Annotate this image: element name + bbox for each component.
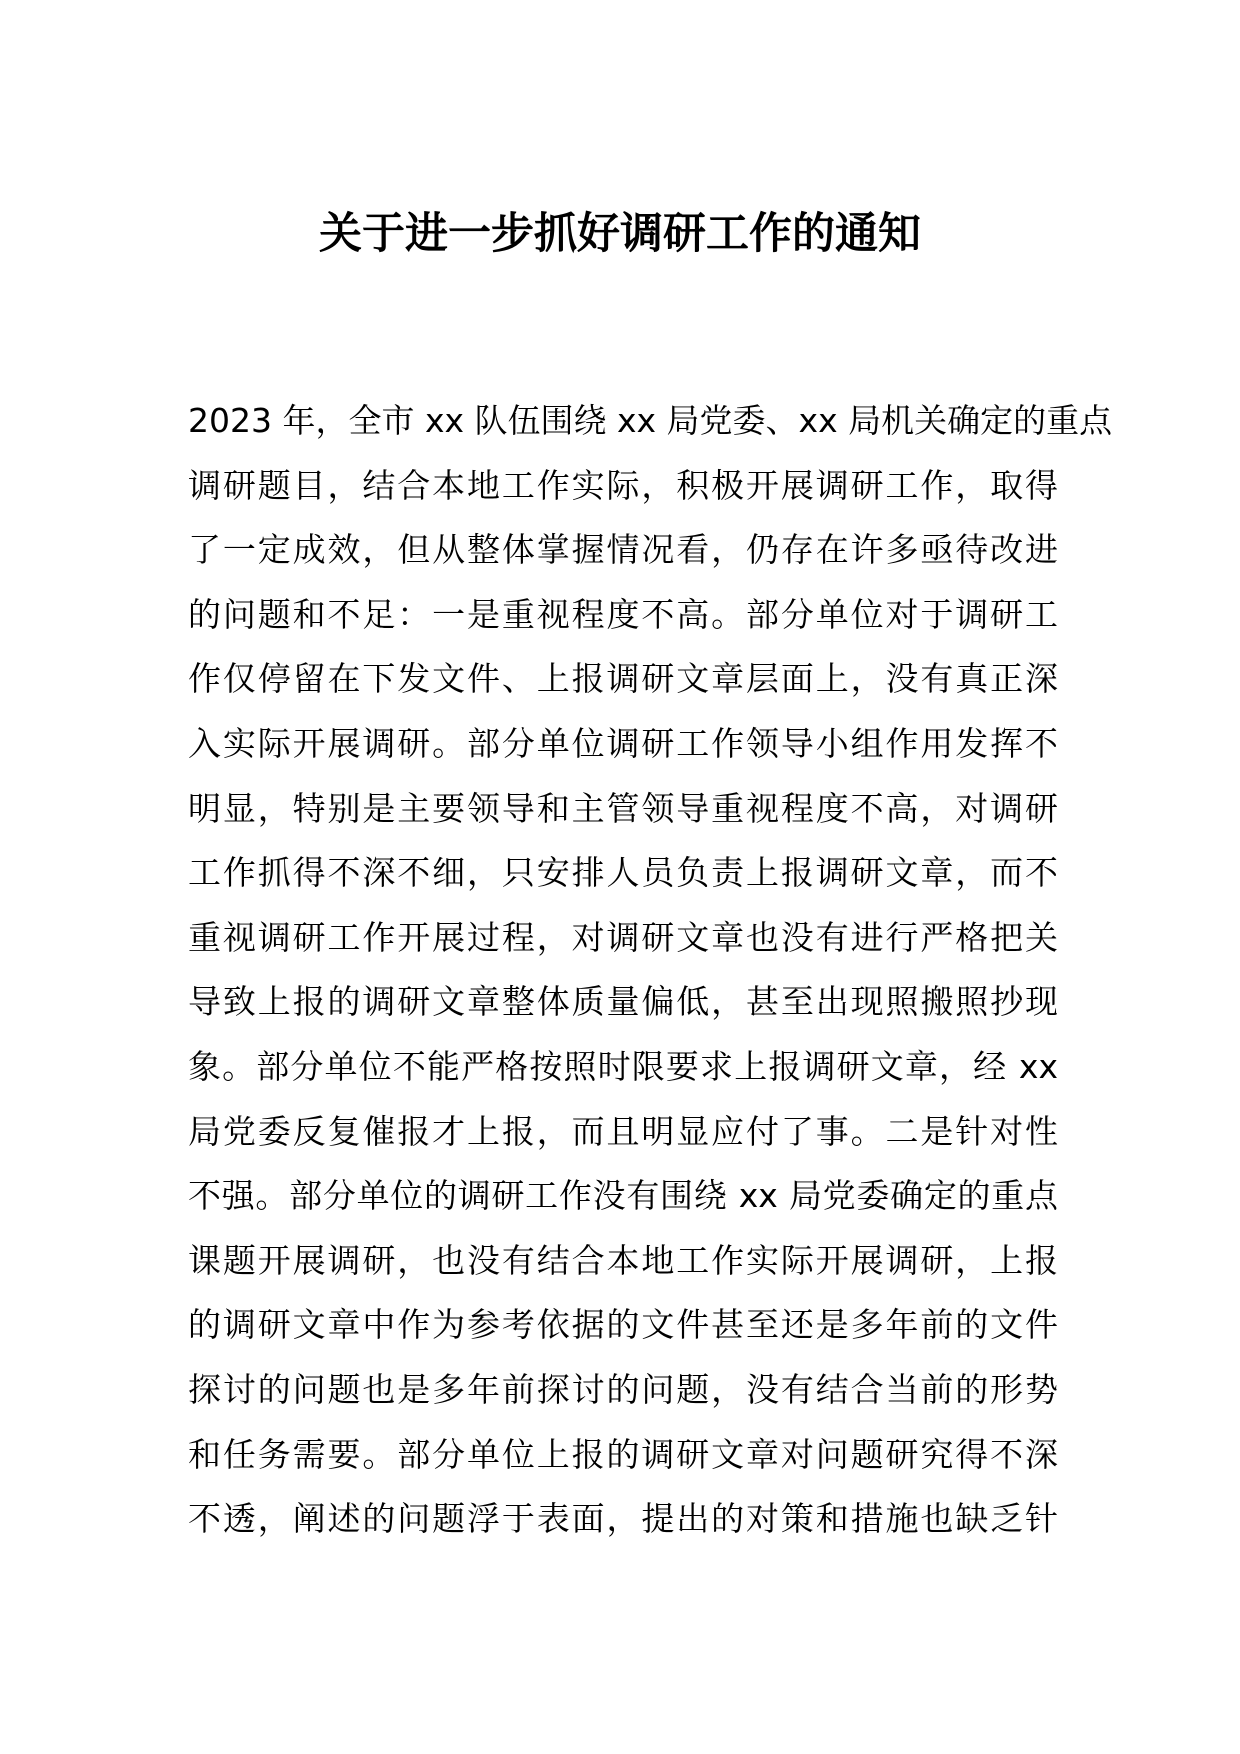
body-line: 作仅停留在下发文件、上报调研文章层面上，没有真正深 xyxy=(188,659,1058,699)
body-line: 调研题目，结合本地工作实际，积极开展调研工作，取得 xyxy=(188,465,1058,505)
body-line: 探讨的问题也是多年前探讨的问题，没有结合当前的形势 xyxy=(188,1369,1058,1409)
body-line: 了一定成效，但从整体掌握情况看，仍存在许多亟待改进 xyxy=(188,530,1058,570)
body-line: 入实际开展调研。部分单位调研工作领导小组作用发挥不 xyxy=(188,723,1058,763)
document-body xyxy=(188,389,1113,1552)
body-line: 象。部分单位不能严格按照时限要求上报调研文章，经 xx xyxy=(188,1046,1058,1086)
body-line: 明显，特别是主要领导和主管领导重视程度不高，对调研 xyxy=(188,788,1058,828)
body-line: 课题开展调研，也没有结合本地工作实际开展调研，上报 xyxy=(188,1240,1058,1280)
body-line: 不强。部分单位的调研工作没有围绕 xx 局党委确定的重点 xyxy=(188,1176,1058,1216)
body-line: 的问题和不足：一是重视程度不高。部分单位对于调研工 xyxy=(188,594,1058,634)
body-line: 不透，阐述的问题浮于表面，提出的对策和措施也缺乏针 xyxy=(188,1499,1058,1539)
body-line: 的调研文章中作为参考依据的文件甚至还是多年前的文件 xyxy=(188,1305,1058,1345)
document-title: 关于进一步抓好调研工作的通知 xyxy=(319,209,921,259)
body-line: 导致上报的调研文章整体质量偏低，甚至出现照搬照抄现 xyxy=(188,982,1058,1022)
body-line: 重视调研工作开展过程，对调研文章也没有进行严格把关 xyxy=(188,917,1058,957)
body-line: 工作抓得不深不细，只安排人员负责上报调研文章，而不 xyxy=(188,853,1058,893)
body-line: 局党委反复催报才上报，而且明显应付了事。二是针对性 xyxy=(188,1111,1058,1151)
body-line: 2023 年，全市 xx 队伍围绕 xx 局党委、xx 局机关确定的重点 xyxy=(188,401,1113,440)
body-line: 和任务需要。部分单位上报的调研文章对问题研究得不深 xyxy=(188,1434,1058,1474)
